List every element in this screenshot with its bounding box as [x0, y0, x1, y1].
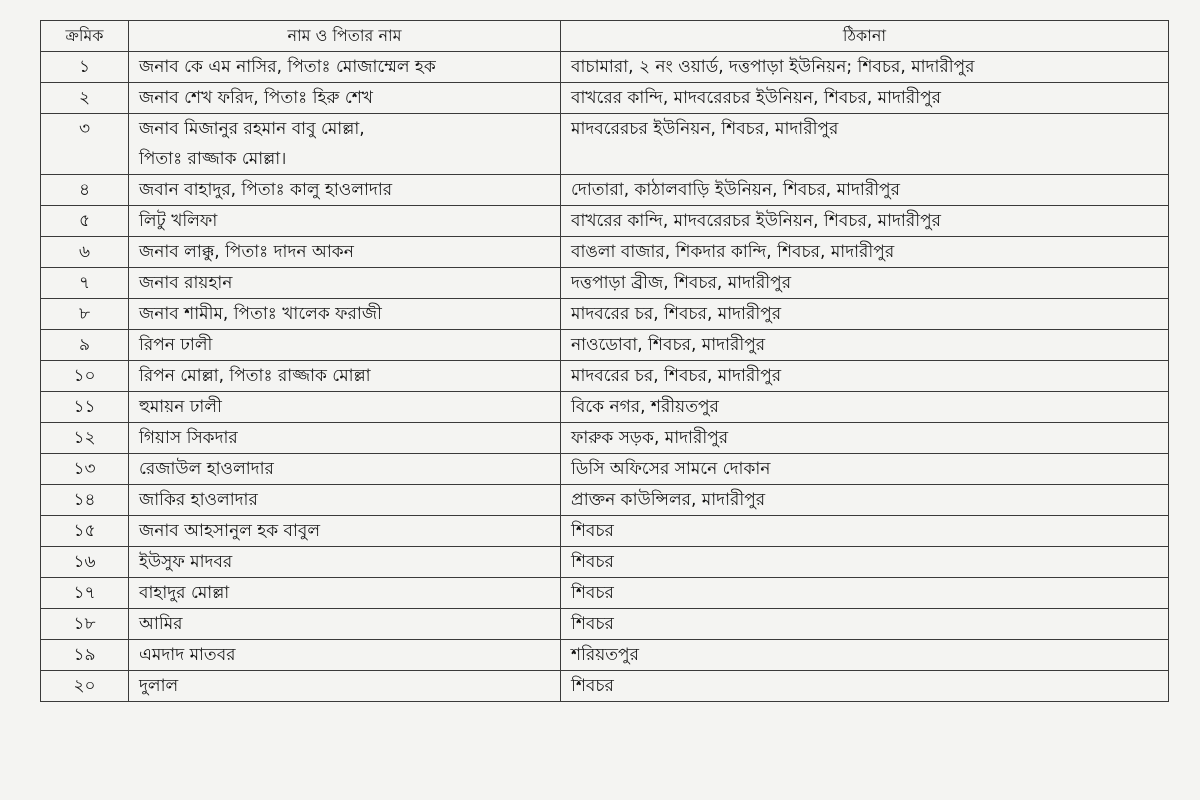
address-cell: শিবচর: [561, 578, 1169, 609]
name-cell: বাহাদুর মোল্লা: [129, 578, 561, 609]
serial-cell: ১৯: [41, 640, 129, 671]
name-line-1: জনাব মিজানুর রহমান বাবু মোল্লা,: [139, 119, 365, 139]
table-row: [41, 361, 1169, 392]
name-cell: এমদাদ মাতবর: [129, 640, 561, 671]
name-cell: জনাব কে এম নাসির, পিতাঃ মোজাম্মেল হক: [129, 52, 561, 83]
serial-cell: ৭: [41, 268, 129, 299]
header-serial: ক্রমিক: [41, 21, 129, 52]
address-cell: বাখরের কান্দি, মাদবরেরচর ইউনিয়ন, শিবচর, মাদারীপুর: [561, 206, 1169, 237]
address-cell: দোতারা, কাঠালবাড়ি ইউনিয়ন, শিবচর, মাদারীপুর: [561, 175, 1169, 206]
name-cell: রেজাউল হাওলাদার: [129, 454, 561, 485]
address-cell: ডিসি অফিসের সামনে দোকান: [561, 454, 1169, 485]
table-row: [41, 299, 1169, 330]
name-cell: জবান বাহাদুর, পিতাঃ কালু হাওলাদার: [129, 175, 561, 206]
name-cell: ইউসুফ মাদবর: [129, 547, 561, 578]
table-row: [41, 114, 1169, 175]
name-line-2: পিতাঃ রাজ্জাক মোল্লা।: [139, 149, 287, 169]
address-cell: বাচামারা, ২ নং ওয়ার্ড, দত্তপাড়া ইউনিয়ন; শিবচর, মাদারীপুর: [561, 52, 1169, 83]
address-cell: শিবচর: [561, 516, 1169, 547]
serial-cell: ২: [41, 83, 129, 114]
name-cell: হুমায়ন ঢালী: [129, 392, 561, 423]
name-cell: জাকির হাওলাদার: [129, 485, 561, 516]
table-row: [41, 454, 1169, 485]
table-row: [41, 547, 1169, 578]
address-cell: বাঙলা বাজার, শিকদার কান্দি, শিবচর, মাদারীপুর: [561, 237, 1169, 268]
name-address-table: [40, 20, 1169, 702]
serial-cell: ১২: [41, 423, 129, 454]
serial-cell: ৬: [41, 237, 129, 268]
name-cell: [129, 114, 561, 175]
name-cell: আমির: [129, 609, 561, 640]
serial-cell: ১: [41, 52, 129, 83]
table-row: [41, 83, 1169, 114]
table-row: [41, 485, 1169, 516]
serial-cell: ১০: [41, 361, 129, 392]
serial-cell: ২০: [41, 671, 129, 702]
address-cell: দত্তপাড়া ব্রীজ, শিবচর, মাদারীপুর: [561, 268, 1169, 299]
serial-cell: ১৩: [41, 454, 129, 485]
serial-cell: ১৭: [41, 578, 129, 609]
name-cell: দুলাল: [129, 671, 561, 702]
table-row: [41, 175, 1169, 206]
header-address: ঠিকানা: [561, 21, 1169, 52]
name-cell: জনাব আহসানুল হক বাবুল: [129, 516, 561, 547]
serial-cell: ৯: [41, 330, 129, 361]
name-cell: গিয়াস সিকদার: [129, 423, 561, 454]
name-cell: রিপন ঢালী: [129, 330, 561, 361]
name-cell: রিপন মোল্লা, পিতাঃ রাজ্জাক মোল্লা: [129, 361, 561, 392]
table-row: [41, 640, 1169, 671]
table-row: [41, 392, 1169, 423]
serial-cell: ১৪: [41, 485, 129, 516]
table-row: [41, 671, 1169, 702]
address-cell: মাদবরের চর, শিবচর, মাদারীপুর: [561, 299, 1169, 330]
address-cell: শিবচর: [561, 547, 1169, 578]
address-cell: শিবচর: [561, 671, 1169, 702]
table-row: [41, 423, 1169, 454]
address-cell: নাওডোবা, শিবচর, মাদারীপুর: [561, 330, 1169, 361]
name-cell: জনাব শেখ ফরিদ, পিতাঃ হিরু শেখ: [129, 83, 561, 114]
table-row: [41, 609, 1169, 640]
table-row: [41, 206, 1169, 237]
header-name: নাম ও পিতার নাম: [129, 21, 561, 52]
name-cell: জনাব রায়হান: [129, 268, 561, 299]
serial-cell: ৫: [41, 206, 129, 237]
address-cell: মাদবরের চর, শিবচর, মাদারীপুর: [561, 361, 1169, 392]
address-cell: ফারুক সড়ক, মাদারীপুর: [561, 423, 1169, 454]
serial-cell: ১১: [41, 392, 129, 423]
name-cell: লিটু খলিফা: [129, 206, 561, 237]
table-row: [41, 330, 1169, 361]
table-row: [41, 237, 1169, 268]
address-cell: বাখরের কান্দি, মাদবরেরচর ইউনিয়ন, শিবচর, মাদারীপুর: [561, 83, 1169, 114]
table-header-row: [41, 21, 1169, 52]
serial-cell: ১৮: [41, 609, 129, 640]
address-cell: প্রাক্তন কাউন্সিলর, মাদারীপুর: [561, 485, 1169, 516]
serial-cell: ৮: [41, 299, 129, 330]
table-row: [41, 268, 1169, 299]
name-cell: জনাব শামীম, পিতাঃ খালেক ফরাজী: [129, 299, 561, 330]
address-cell: মাদবরেরচর ইউনিয়ন, শিবচর, মাদারীপুর: [561, 114, 1169, 175]
table-row: [41, 52, 1169, 83]
table-row: [41, 578, 1169, 609]
serial-cell: ১৬: [41, 547, 129, 578]
table-row: [41, 516, 1169, 547]
address-cell: বিকে নগর, শরীয়তপুর: [561, 392, 1169, 423]
name-cell: জনাব লাক্কু, পিতাঃ দাদন আকন: [129, 237, 561, 268]
serial-cell: ১৫: [41, 516, 129, 547]
address-cell: শরিয়তপুর: [561, 640, 1169, 671]
serial-cell: ৪: [41, 175, 129, 206]
address-cell: শিবচর: [561, 609, 1169, 640]
serial-cell: ৩: [41, 114, 129, 175]
